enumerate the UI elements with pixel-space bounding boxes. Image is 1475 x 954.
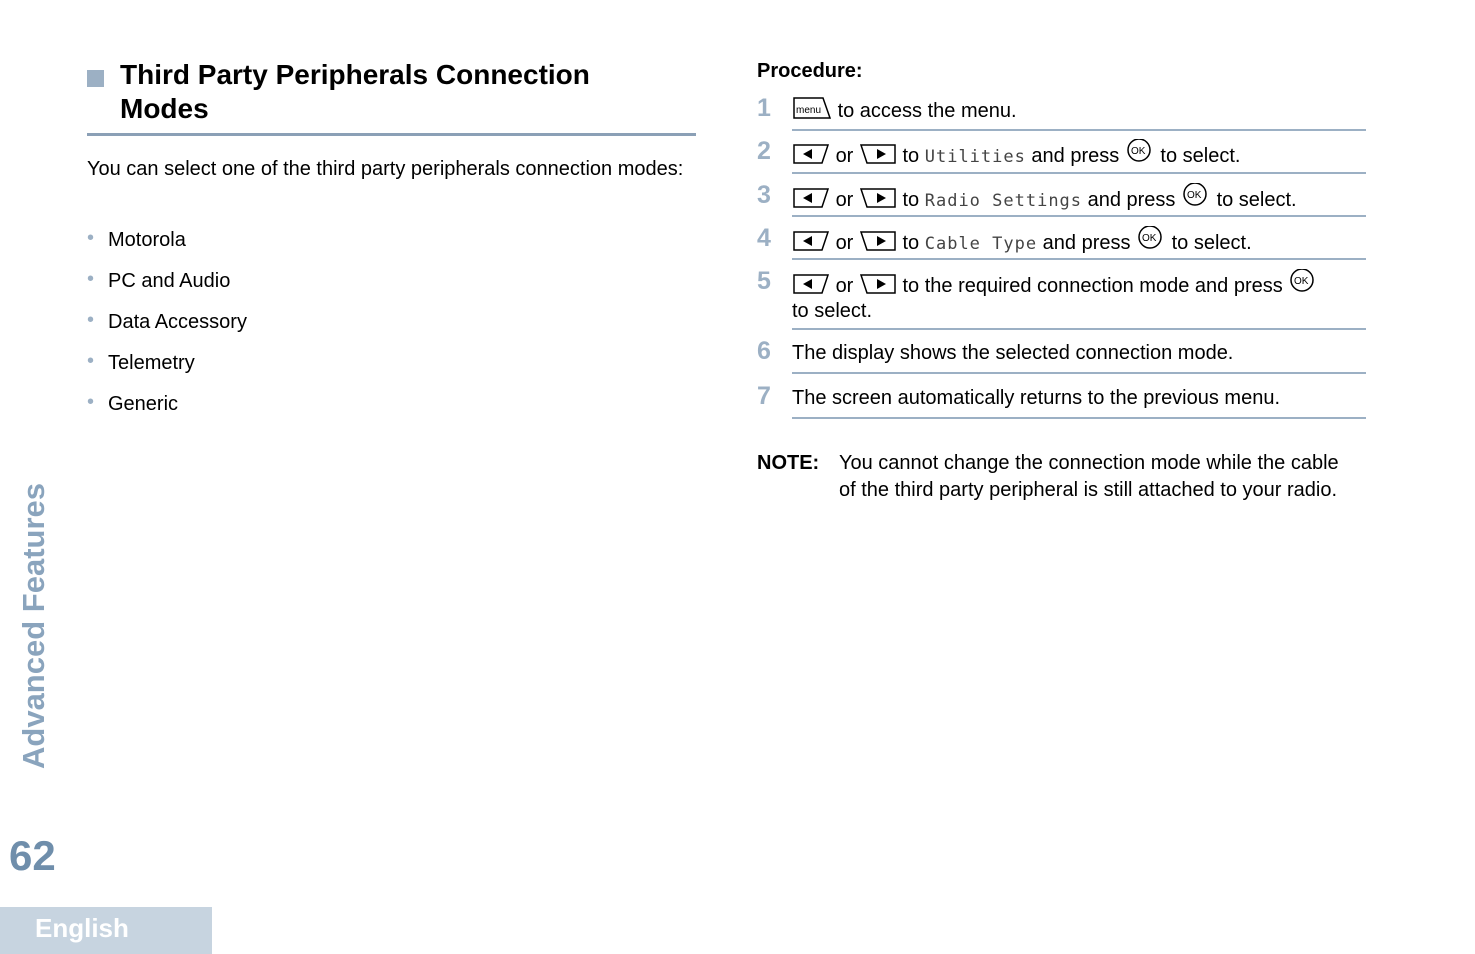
list-item: • PC and Audio — [87, 267, 247, 308]
ok-button-icon — [1288, 269, 1318, 295]
step-divider — [792, 172, 1366, 174]
language-label: English — [35, 913, 129, 943]
list-item: • Data Accessory — [87, 308, 247, 349]
bullet-icon: • — [87, 268, 95, 290]
right-arrow-key-icon — [859, 143, 897, 165]
bullet-icon: • — [87, 309, 95, 331]
step-divider — [792, 372, 1366, 374]
step-number: 2 — [757, 137, 771, 165]
heading-divider — [87, 133, 696, 136]
step-divider — [792, 417, 1366, 419]
step-text: The display shows the selected connection mode. — [792, 342, 1234, 364]
page-number: 62 — [9, 832, 56, 879]
step-number: 7 — [757, 382, 771, 410]
side-tab — [12, 470, 56, 782]
step-number: 6 — [757, 337, 771, 365]
step-text: to access the menu. — [837, 100, 1017, 122]
bullet-icon: • — [87, 391, 95, 413]
bullet-icon: • — [87, 227, 95, 249]
left-arrow-key-icon — [792, 187, 830, 209]
bullet-icon: • — [87, 350, 95, 372]
procedure-title: Procedure: — [757, 60, 863, 82]
svg-text:OK: OK — [1294, 276, 1309, 287]
step-number: 1 — [757, 94, 771, 122]
menu-item-name: Cable Type — [924, 234, 1038, 254]
step-divider — [792, 258, 1366, 260]
step-number: 4 — [757, 224, 771, 252]
menu-item-name: Utilities — [924, 147, 1026, 167]
note-text: You cannot change the connection mode while the cable of the third party peripheral is still attached to your radio. — [839, 452, 1339, 501]
svg-text:OK: OK — [1142, 233, 1157, 244]
left-arrow-key-icon — [792, 230, 830, 252]
note-label: NOTE: — [757, 452, 820, 474]
ok-button-icon — [1136, 226, 1166, 252]
step-divider — [792, 215, 1366, 217]
list-item: • Motorola — [87, 226, 247, 267]
menu-key-icon — [792, 96, 832, 120]
step-divider — [792, 328, 1366, 330]
right-arrow-key-icon — [859, 187, 897, 209]
left-arrow-key-icon — [792, 143, 830, 165]
svg-text:OK: OK — [1130, 146, 1146, 157]
step-number: 5 — [757, 267, 771, 295]
svg-text:menu: menu — [796, 105, 822, 116]
language-tab — [0, 907, 212, 954]
side-tab-label: Advanced Features — [16, 483, 51, 769]
list-item: • Telemetry — [87, 349, 247, 390]
list-item: • Generic — [87, 390, 247, 431]
menu-item-name: Radio Settings — [924, 191, 1083, 211]
ok-button-icon — [1181, 183, 1211, 209]
svg-text:OK: OK — [1187, 190, 1202, 201]
step-divider — [792, 129, 1366, 131]
section-heading: Third Party Peripherals Connection Modes — [120, 59, 590, 124]
intro-text: You can select one of the third party peripherals connection modes: — [87, 158, 684, 180]
ok-button-icon — [1125, 139, 1155, 165]
right-arrow-key-icon — [859, 230, 897, 252]
left-arrow-key-icon — [792, 273, 830, 295]
right-arrow-key-icon — [859, 273, 897, 295]
step-text: to select. — [792, 300, 873, 322]
mode-list — [87, 226, 247, 431]
step-number: 3 — [757, 181, 771, 209]
heading-marker-icon — [87, 70, 104, 87]
step-text: The screen automatically returns to the previous menu. — [792, 387, 1281, 409]
